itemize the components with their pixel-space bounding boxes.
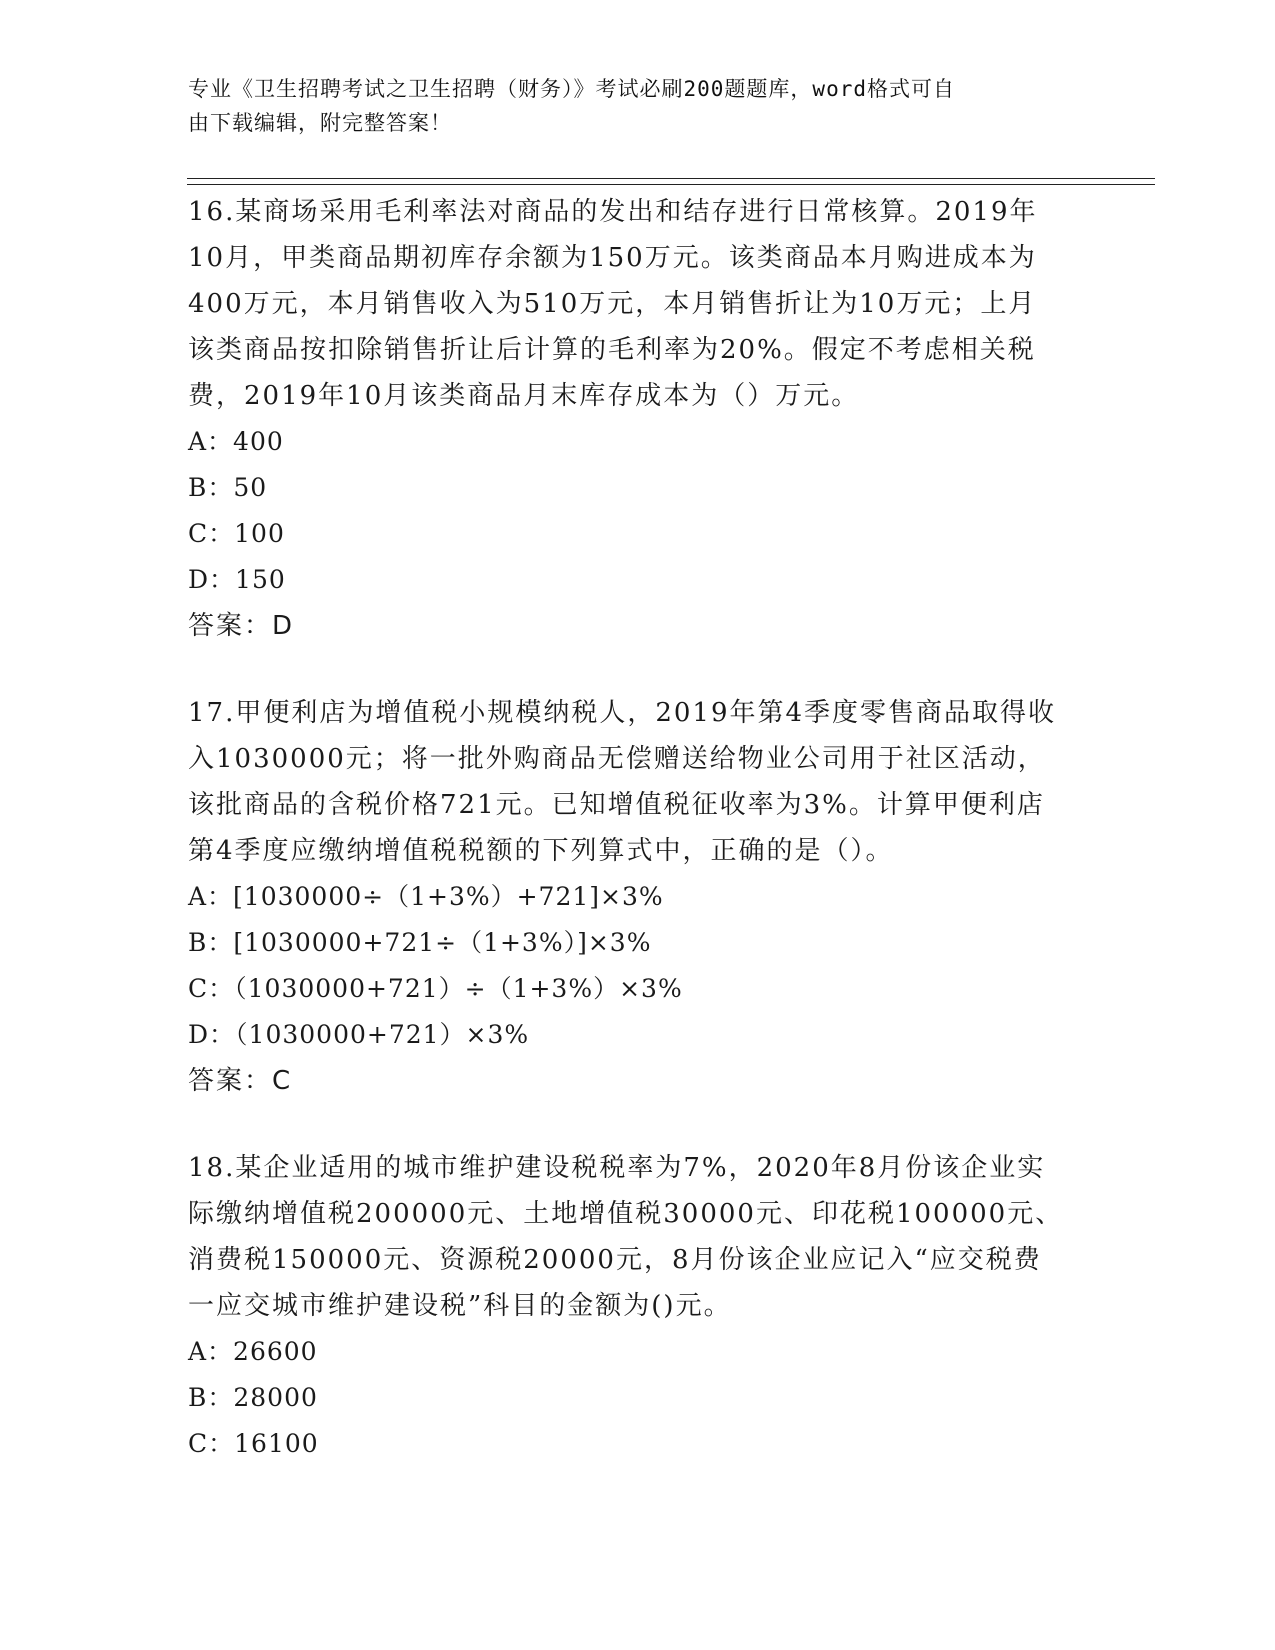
question-stem-line: 17.甲便利店为增值税小规模纳税人，2019年第4季度零售商品取得收 bbox=[188, 698, 1057, 728]
question-stem-line: 入1030000元；将一批外购商品无偿赠送给物业公司用于社区活动， bbox=[188, 744, 1046, 774]
header-divider-top bbox=[187, 178, 1155, 179]
answer-line: 答案：C bbox=[188, 1066, 293, 1096]
document-header bbox=[188, 72, 1068, 140]
question-stem-line: 400万元，本月销售收入为510万元，本月销售折让为10万元；上月 bbox=[188, 289, 1037, 319]
option-a: A：[1030000÷（1+3%）+721]×3% bbox=[188, 882, 664, 911]
option-c: C：16100 bbox=[188, 1429, 319, 1458]
question-stem-line: 费，2019年10月该类商品月末库存成本为（）万元。 bbox=[188, 381, 860, 411]
header-line-1: 专业《卫生招聘考试之卫生招聘（财务）》考试必刷200题题库，word格式可自 bbox=[188, 77, 955, 101]
question-stem-line: 该类商品按扣除销售折让后计算的毛利率为20%。假定不考虑相关税 bbox=[188, 335, 1036, 365]
option-d: D：150 bbox=[188, 565, 286, 594]
question-stem-line: 际缴纳增值税200000元、土地增值税30000元、印花税100000元、 bbox=[188, 1199, 1064, 1229]
option-b: B：[1030000+721÷（1+3%）]×3% bbox=[188, 928, 652, 957]
question-stem-line: 18.某企业适用的城市维护建设税税率为7%，2020年8月份该企业实 bbox=[188, 1153, 1046, 1183]
option-c: C：100 bbox=[188, 519, 285, 548]
question-16 bbox=[188, 189, 1088, 649]
option-a: A：26600 bbox=[188, 1337, 318, 1366]
question-stem-line: 10月，甲类商品期初库存余额为150万元。该类商品本月购进成本为 bbox=[188, 243, 1037, 273]
question-stem-line: 第4季度应缴纳增值税税额的下列算式中，正确的是（）。 bbox=[188, 836, 894, 866]
header-divider-bottom bbox=[187, 184, 1155, 185]
answer-line: 答案：D bbox=[188, 611, 295, 641]
option-b: B：28000 bbox=[188, 1383, 318, 1412]
option-c: C：（1030000+721）÷（1+3%）×3% bbox=[188, 974, 683, 1003]
question-18 bbox=[188, 1145, 1088, 1467]
question-stem-line: 16.某商场采用毛利率法对商品的发出和结存进行日常核算。2019年 bbox=[188, 197, 1038, 227]
question-17 bbox=[188, 690, 1088, 1104]
header-line-2: 由下载编辑，附完整答案！ bbox=[188, 111, 452, 135]
option-b: B：50 bbox=[188, 473, 268, 502]
option-d: D：（1030000+721）×3% bbox=[188, 1020, 530, 1049]
question-stem-line: 消费税150000元、资源税20000元，8月份该企业应记入“应交税费 bbox=[188, 1245, 1042, 1275]
question-stem-line: 该批商品的含税价格721元。已知增值税征收率为3%。计算甲便利店 bbox=[188, 790, 1045, 820]
option-a: A：400 bbox=[188, 427, 284, 456]
question-stem-line: 一应交城市维护建设税”科目的金额为()元。 bbox=[188, 1291, 732, 1321]
